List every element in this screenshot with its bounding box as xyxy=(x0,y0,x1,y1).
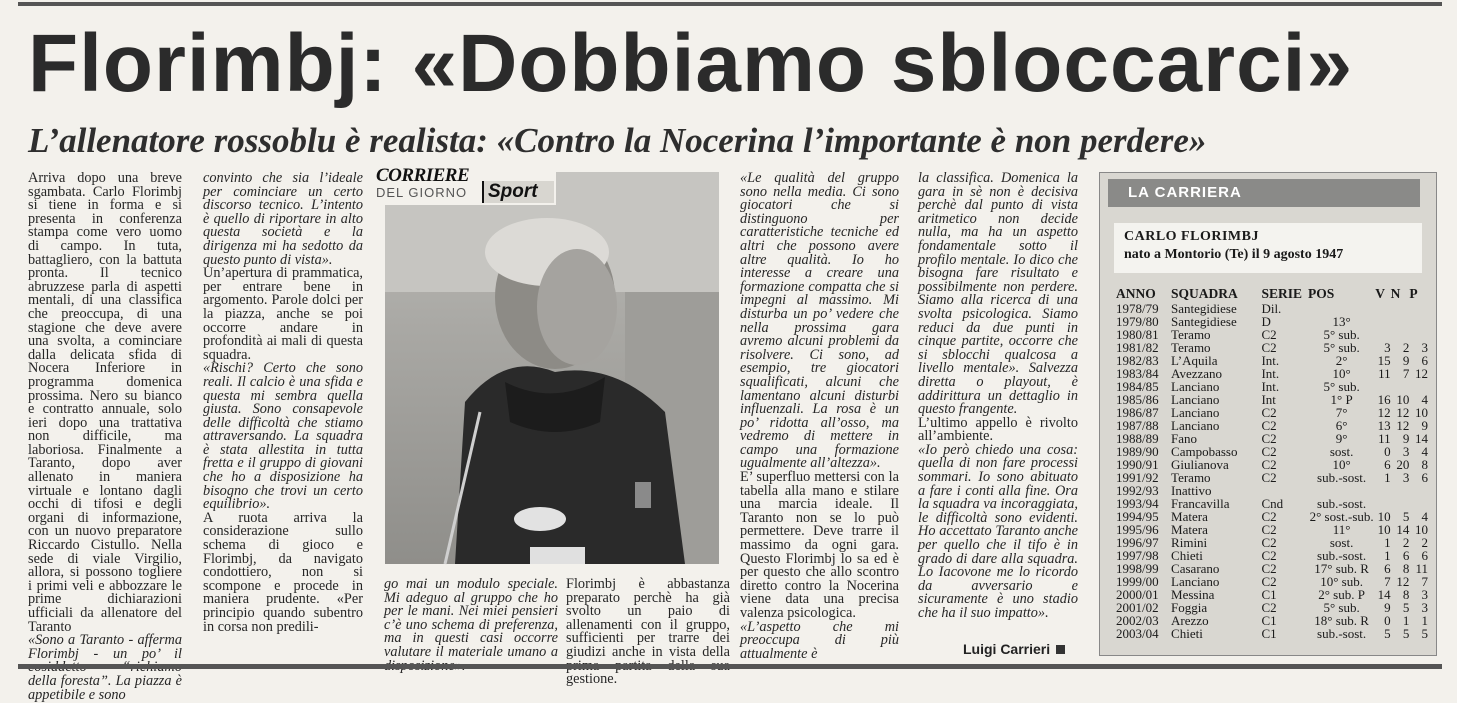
career-cell: 1980/81 xyxy=(1116,327,1159,342)
career-cell: 16 xyxy=(1377,392,1391,407)
career-cell: 10° xyxy=(1332,457,1351,472)
career-cell: 7 xyxy=(1421,574,1428,589)
career-cell: 5° sub. xyxy=(1323,327,1360,342)
career-cell: 1 xyxy=(1421,613,1428,628)
career-cell: 8 xyxy=(1402,561,1410,576)
top-rule xyxy=(18,2,1442,6)
career-cell: 1982/83 xyxy=(1116,353,1159,368)
career-cell: 5 xyxy=(1402,509,1410,524)
career-cell: 1983/84 xyxy=(1116,366,1159,381)
career-cell: Cnd xyxy=(1261,496,1284,511)
career-cell: 17° sub. R xyxy=(1314,561,1369,576)
career-cell: 2 xyxy=(1402,535,1410,550)
career-cell: 1° P xyxy=(1330,392,1353,407)
career-cell: 5° sub. xyxy=(1323,379,1360,394)
career-cell xyxy=(1375,302,1390,315)
career-cell: Chieti xyxy=(1171,548,1203,563)
career-cell xyxy=(1375,315,1390,328)
subheadline: L’allenatore rossoblu è realista: «Contro la Nocerina l’importante è non perdere» xyxy=(28,121,1207,160)
career-row xyxy=(1116,302,1428,315)
career-cell: Francavilla xyxy=(1171,496,1230,511)
career-cell: 10 xyxy=(1415,405,1428,420)
quote-paragraph: «Rischi? Certo che sono reali. Il calcio è una sfida e questa mi sembra quella giusta. Sono consapevole delle difficoltà che stiamo attraversando. La squadra è stata allestita in tutta fretta e il gruppo di giovani che ho a disposizione ha bisogno che trovi un certo equilibrio». xyxy=(203,360,363,513)
career-cell: 1990/91 xyxy=(1116,457,1159,472)
career-cell: 1988/89 xyxy=(1116,431,1159,446)
career-cell: Rimini xyxy=(1171,535,1208,550)
career-cell: C2 xyxy=(1261,431,1277,446)
career-cell: 10° xyxy=(1332,366,1351,381)
career-cell: 12 xyxy=(1377,405,1391,420)
career-cell xyxy=(1409,484,1428,497)
career-cell: Matera xyxy=(1171,522,1208,537)
career-cell: 3 xyxy=(1402,470,1410,485)
career-title: LA CARRIERA xyxy=(1128,184,1242,201)
career-cell: 6 xyxy=(1421,548,1428,563)
career-cell: 12 xyxy=(1396,574,1410,589)
career-cell: 10° sub. xyxy=(1320,574,1363,589)
end-square-icon xyxy=(1056,645,1065,654)
career-cell: Inattivo xyxy=(1171,483,1212,498)
career-cell: 5 xyxy=(1384,626,1391,641)
career-cell: 9° xyxy=(1335,431,1348,446)
career-cell: C2 xyxy=(1261,457,1277,472)
career-table xyxy=(1116,286,1428,640)
career-cell: sost. xyxy=(1329,444,1354,459)
article-column-3 xyxy=(740,172,899,660)
career-cell xyxy=(1391,302,1410,315)
career-cell: 4 xyxy=(1421,444,1428,459)
career-cell: 12 xyxy=(1415,366,1428,381)
career-cell: 18° sub. R xyxy=(1314,613,1369,628)
career-cell: C2 xyxy=(1261,535,1277,550)
career-cell: 10 xyxy=(1415,522,1428,537)
quote-paragraph: «Sono a Taranto - afferma Florimbj - un po’ il della foresta”. La piazza è appetibile e sono xyxy=(28,632,182,703)
career-cell: C2 xyxy=(1261,444,1277,459)
logo-corriere: CORRIERE xyxy=(376,165,470,186)
career-cell: C1 xyxy=(1261,587,1277,602)
col-header: SQUADRA xyxy=(1171,286,1238,301)
coach-birth: nato a Montorio (Te) il 9 agosto 1947 xyxy=(1124,247,1344,262)
career-cell xyxy=(1375,484,1390,497)
career-cell: 9 xyxy=(1384,600,1391,615)
career-cell: Fano xyxy=(1171,431,1198,446)
career-cell: 1997/98 xyxy=(1116,548,1159,563)
col-header: V xyxy=(1375,286,1385,301)
career-header xyxy=(1108,179,1420,207)
career-cell: 14 xyxy=(1396,522,1410,537)
coach-illustration xyxy=(385,172,719,564)
career-cell: Santegidiese xyxy=(1171,314,1237,329)
career-cell: 2° xyxy=(1335,353,1348,368)
career-cell: 3 xyxy=(1421,340,1428,355)
career-cell: 3 xyxy=(1421,587,1428,602)
quote-paragraph: «Io però chiedo una cosa: quella di non fare processi sommari. Io sono abituato a fare i conti alla fine. Ora la squadra va incoraggiata, le difficoltà sono evidenti. Ho accettato Taranto anche per quello che il tifo è in grado di dare alla squadra. Lo Iacovone me lo ricordo da avversario e sicuramente è uno stadio che ha il suo impatto». xyxy=(918,441,1078,621)
career-cell: Arezzo xyxy=(1171,613,1209,628)
career-cell: 1979/80 xyxy=(1116,314,1159,329)
quote-paragraph: «Le qualità del gruppo sono nella media. Ci sono giocatori che si distinguono per caratteristiche tecniche ed altri che possono avere altre qualità. Io ho interesse a creare una formazione compatta che si impegni al massimo. Mi disturba un po’ vedere che nella prossima gara avremo alcuni problemi da risolvere. Ci sono, ad esempio, tre giocatori squalificati, alcuni che lamentano alcuni disturbi influenzali. La rosa è un po’ ridotta all’osso, ma vedremo di mettere in campo una formazione ugualmente all’altezza». xyxy=(740,170,899,472)
quote-paragraph: convinto che sia l’ideale per cominciare un certo discorso tecnico. L’intento è quello di riportare in alto questa società e la dirigenza mi ha sedotto da questo punto di vista». xyxy=(203,170,363,268)
career-cell: 3 xyxy=(1402,444,1410,459)
career-cell: Chieti xyxy=(1171,626,1203,641)
career-cell: Int. xyxy=(1261,366,1280,381)
article-column-5a xyxy=(384,578,558,660)
career-cell: 1981/82 xyxy=(1116,340,1159,355)
career-cell: 1986/87 xyxy=(1116,405,1159,420)
career-cell: C2 xyxy=(1261,561,1277,576)
career-cell: 3 xyxy=(1421,600,1428,615)
col-header: POS xyxy=(1308,286,1335,301)
career-cell: 1978/79 xyxy=(1116,301,1159,316)
career-cell: sub.-sost. xyxy=(1317,548,1367,563)
career-cell: 8 xyxy=(1402,587,1410,602)
career-cell: 5° sub. xyxy=(1323,600,1360,615)
career-cell: 1 xyxy=(1384,470,1391,485)
career-box xyxy=(1099,172,1437,656)
career-header-row xyxy=(1116,286,1428,302)
career-cell: 7 xyxy=(1402,366,1410,381)
career-cell: 5° sub. xyxy=(1323,340,1360,355)
career-cell: Int. xyxy=(1261,379,1280,394)
col-header: ANNO xyxy=(1116,286,1156,301)
career-cell: C2 xyxy=(1261,470,1277,485)
career-cell: 2000/01 xyxy=(1116,587,1159,602)
career-cell: 10 xyxy=(1377,509,1391,524)
career-cell: D xyxy=(1261,314,1271,329)
logo-giorno: DEL GIORNO xyxy=(376,185,468,200)
career-cell: 1996/97 xyxy=(1116,535,1159,550)
paragraph: Arriva dopo una breve sgambata. Carlo Florimbj si tiene in forma e si presenta in conferenza stampa come vero uomo di campo. In tuta, battagliero, con la battuta pronta. Il tecnico abruzzese parla di aspetti mentali, di una classifica che preoccupa, di una stagione che deve avere una svolta, a cominciare dalla delicata sfida di Nocera Inferiore in programma domenica prossima. Nero su bianco e contratto annuale, solo ieri dopo una trattativa non difficile, ma laboriosa. Finalmente a Taranto, dopo aver allenato in maniera virtuale e lontano dagli occhi di tifosi e degli organi di informazione, con un nuovo preparatore Riccardo Cistullo. Nella sede di viale Virgilio, allora, si possono togliere i primi veli e abbozzare le prime dichiarazioni ufficiali da allenatore del Taranto xyxy=(28,170,182,635)
paragraph: E’ superfluo mettersi con la tabella alla mano e stilare una marcia ideale. Il Taranto non se lo può permettere. Deve trarre il massimo da ogni gara. Questo Florimbj lo sa ed è per questo che allo scontro diretto contro la Nocerina viene data una precisa valenza psicologica. xyxy=(740,469,899,621)
career-cell: 7 xyxy=(1384,574,1391,589)
bottom-rule xyxy=(18,664,1442,669)
article-column-1 xyxy=(28,170,182,703)
career-cell: 1 xyxy=(1384,548,1391,563)
career-cell: 4 xyxy=(1421,509,1428,524)
career-cell: 2° sost.-sub. xyxy=(1309,509,1374,524)
career-cell: Campobasso xyxy=(1171,444,1238,459)
career-cell: 6 xyxy=(1384,561,1391,576)
career-cell: 2° sub. P xyxy=(1318,587,1365,602)
career-cell: 4 xyxy=(1421,392,1428,407)
career-cell xyxy=(1391,315,1410,328)
career-cell: 1 xyxy=(1402,613,1410,628)
career-cell: 10 xyxy=(1377,522,1391,537)
career-cell: 1999/00 xyxy=(1116,574,1159,589)
career-cell: Teramo xyxy=(1171,340,1211,355)
career-cell: 8 xyxy=(1421,457,1428,472)
col-header: SERIE xyxy=(1261,286,1302,301)
career-cell: 14 xyxy=(1377,587,1391,602)
quote-paragraph: go mai un modulo speciale. Mi adeguo al gruppo che ho per le mani. Nei miei pensieri c’è uno schema di preferenza, ma in questi casi occorre valutare il materiale umano a xyxy=(384,576,558,660)
career-cell: C2 xyxy=(1261,327,1277,342)
career-cell: 15 xyxy=(1377,353,1391,368)
career-cell: Lanciano xyxy=(1171,379,1220,394)
career-cell: 5 xyxy=(1421,626,1428,641)
career-cell: 9 xyxy=(1402,353,1410,368)
career-cell: 1987/88 xyxy=(1116,418,1159,433)
career-cell: sub.-sost. xyxy=(1317,470,1367,485)
career-cell: 1994/95 xyxy=(1116,509,1159,524)
career-cell: Santegidiese xyxy=(1171,301,1237,316)
col-header: N xyxy=(1390,286,1401,301)
career-cell: 6 xyxy=(1402,548,1410,563)
career-cell: Casarano xyxy=(1171,561,1220,576)
career-cell xyxy=(1409,302,1428,315)
headline: Florimbj: «Dobbiamo sbloccarci» xyxy=(28,18,1354,109)
career-cell: 0 xyxy=(1384,444,1391,459)
career-cell: 2 xyxy=(1402,340,1410,355)
career-cell: 3 xyxy=(1384,340,1391,355)
career-cell: 2001/02 xyxy=(1116,600,1159,615)
career-cell: 6 xyxy=(1421,353,1428,368)
col-header: P xyxy=(1409,286,1418,301)
career-cell: 6 xyxy=(1384,457,1391,472)
quote-paragraph: la classifica. Domenica la gara in sè non è decisiva perchè dal punto di vista aritmetico non decide nulla, ma ha un aspetto fondamentale sotto il profilo mentale. Io dico che bisogna fare risultato e possibilmente non perdere. Siamo alla ricerca di una svolta psicologica. Siamo reduci da due punti in cinque partite, occorre che si sblocchi qualcosa a livello mentale». Salvezza diretta o playout, è addirittura un dettaglio in questo frangente. xyxy=(918,170,1078,418)
career-cell: 1985/86 xyxy=(1116,392,1159,407)
career-cell: 13° xyxy=(1332,314,1351,329)
career-cell: 10 xyxy=(1396,392,1410,407)
career-cell: 11° xyxy=(1332,522,1351,537)
paragraph: Florimbj è abbastanza preparato perchè ha già svolto un paio di allenamenti con il gruppo, sufficienti per trarre dei giudizi anche in vista della gestione. xyxy=(566,576,730,688)
career-cell: 6 xyxy=(1421,470,1428,485)
career-cell: 9 xyxy=(1402,431,1410,446)
career-cell: 1993/94 xyxy=(1116,496,1159,511)
newspaper-logo xyxy=(372,165,556,205)
career-row xyxy=(1116,627,1428,640)
career-cell: 2003/04 xyxy=(1116,626,1159,641)
logo-sport: Sport xyxy=(482,181,554,203)
career-cell: L’Aquila xyxy=(1171,353,1218,368)
career-cell: Lanciano xyxy=(1171,418,1220,433)
career-cell: Lanciano xyxy=(1171,392,1220,407)
career-cell: C1 xyxy=(1261,626,1277,641)
career-cell: C2 xyxy=(1261,340,1277,355)
article-column-4 xyxy=(918,172,1078,632)
career-cell xyxy=(1391,484,1410,497)
career-cell: 14 xyxy=(1415,431,1428,446)
career-cell: C2 xyxy=(1261,405,1277,420)
author-name: Luigi Carrieri xyxy=(963,641,1051,657)
career-cell: Dil. xyxy=(1261,301,1282,316)
career-cell: 2 xyxy=(1421,535,1428,550)
career-card xyxy=(1114,223,1422,273)
career-cell: C2 xyxy=(1261,509,1277,524)
career-cell: 0 xyxy=(1384,613,1391,628)
career-cell: 5 xyxy=(1402,600,1410,615)
career-cell: 1 xyxy=(1384,535,1391,550)
article-column-5b xyxy=(566,576,730,688)
career-cell: Teramo xyxy=(1171,470,1211,485)
career-cell: 20 xyxy=(1396,457,1410,472)
career-cell: 11 xyxy=(1378,366,1391,381)
career-cell: 1998/99 xyxy=(1116,561,1159,576)
career-cell: C2 xyxy=(1261,522,1277,537)
coach-name: CARLO FLORIMBJ xyxy=(1124,229,1259,244)
career-cell: 1984/85 xyxy=(1116,379,1159,394)
career-cell: Lanciano xyxy=(1171,574,1220,589)
career-cell: Foggia xyxy=(1171,600,1208,615)
coach-photo xyxy=(385,172,719,564)
career-cell: 1992/93 xyxy=(1116,483,1159,498)
career-cell: Giulianova xyxy=(1171,457,1229,472)
career-cell: Int. xyxy=(1261,353,1280,368)
career-cell: 1995/96 xyxy=(1116,522,1159,537)
career-cell: C2 xyxy=(1261,548,1277,563)
career-cell: C1 xyxy=(1261,613,1277,628)
career-cell: 2002/03 xyxy=(1116,613,1159,628)
career-cell: 9 xyxy=(1421,418,1428,433)
article-column-2 xyxy=(203,170,363,635)
career-cell: 1991/92 xyxy=(1116,470,1159,485)
career-cell: 12 xyxy=(1396,418,1410,433)
paragraph: Un’apertura di prammatica, per entrare bene in argomento. Parole dolci per la piazza, anche se poi occorre andare in profondità ai mali di questa squadra. xyxy=(203,265,363,363)
career-cell: 1989/90 xyxy=(1116,444,1159,459)
career-cell: 11 xyxy=(1415,561,1428,576)
career-row xyxy=(1116,471,1428,484)
career-cell: 11 xyxy=(1378,431,1391,446)
quote-paragraph: «L’aspetto che mi preoccupa di più attualmente è xyxy=(740,618,899,662)
career-cell: 13 xyxy=(1377,418,1391,433)
career-cell: Lanciano xyxy=(1171,405,1220,420)
career-cell: sub.-sost. xyxy=(1317,496,1367,511)
career-cell: Teramo xyxy=(1171,327,1211,342)
career-cell: sub.-sost. xyxy=(1317,626,1367,641)
byline xyxy=(963,638,1088,660)
career-cell: 7° xyxy=(1335,405,1348,420)
career-cell xyxy=(1409,315,1428,328)
paragraph: A ruota arriva la considerazione sullo schema di gioco e Florimbj, da navigato condottiero, non si scompone e procede in maniera prudente. «Per principio quando subentro in corsa non predili- xyxy=(203,509,363,635)
career-cell: 12 xyxy=(1396,405,1410,420)
career-cell: Matera xyxy=(1171,509,1208,524)
career-cell: 6° xyxy=(1335,418,1348,433)
career-cell: Int xyxy=(1261,392,1276,407)
career-cell: 5 xyxy=(1402,626,1410,641)
paragraph: L’ultimo appello è rivolto all’ambiente. xyxy=(918,414,1078,445)
career-cell: C2 xyxy=(1261,574,1277,589)
career-cell: Avezzano xyxy=(1171,366,1223,381)
career-cell: Messina xyxy=(1171,587,1215,602)
career-cell: C2 xyxy=(1261,600,1277,615)
career-cell: C2 xyxy=(1261,418,1277,433)
career-cell: sost. xyxy=(1329,535,1354,550)
